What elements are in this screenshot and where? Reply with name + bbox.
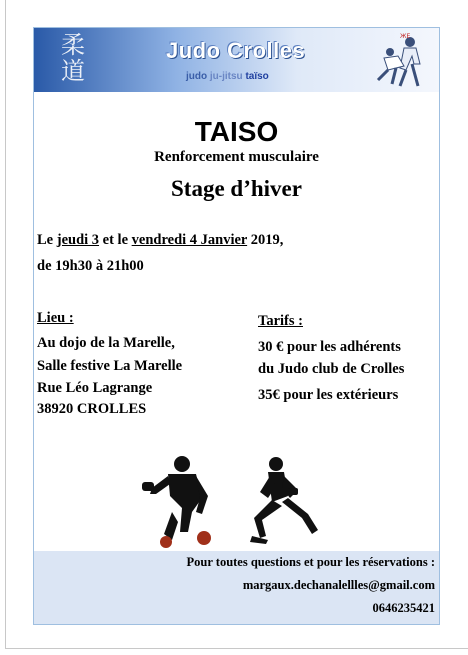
- woman-lunge-silhouette: [250, 457, 318, 544]
- event-dates: Le jeudi 3 et le vendredi 4 Janvier 2019,: [37, 232, 284, 248]
- lieu-line: Rue Léo Lagrange: [37, 380, 153, 396]
- event-name: Stage d’hiver: [171, 176, 302, 201]
- discipline-jujitsu: ju-jitsu: [209, 71, 243, 82]
- page-bottom-edge: [5, 648, 468, 649]
- lieu-line: Salle festive La Marelle: [37, 358, 183, 374]
- discipline-taiso: taïso: [245, 71, 269, 82]
- judo-kanji-logo: 柔 道: [61, 31, 85, 85]
- tarif-line: du Judo club de Crolles: [258, 361, 405, 377]
- page-left-edge: [5, 0, 6, 648]
- page-title: TAISO: [194, 116, 279, 147]
- date-day2: vendredi 4 Janvier: [131, 232, 248, 248]
- contact-section: [34, 551, 439, 624]
- event-hours: de 19h30 à 21h00: [37, 258, 144, 274]
- contact-email[interactable]: margaux.dechanalellles@gmail.com: [242, 578, 435, 592]
- page-subtitle: Renforcement musculaire: [154, 149, 319, 165]
- lieu-line: Au dojo de la Marelle,: [37, 335, 175, 351]
- date-day1: jeudi 3: [56, 232, 100, 248]
- judoka-throw-illustration: [370, 30, 430, 90]
- lieu-line: 38920 CROLLES: [37, 401, 147, 417]
- tarif-line: 30 € pour les adhérents: [258, 339, 401, 355]
- tarifs-heading: Tarifs :: [258, 313, 303, 329]
- club-banner: [34, 28, 439, 92]
- flyer-page: [33, 27, 440, 625]
- tarif-line: 35€ pour les extérieurs: [258, 387, 399, 403]
- disciplines-tagline: [186, 71, 269, 82]
- contact-phone[interactable]: 0646235421: [372, 601, 435, 615]
- svg-text:ЖЕ: ЖЕ: [400, 33, 411, 40]
- man-dumbbell-silhouette: [142, 456, 211, 548]
- contact-intro: Pour toutes questions et pour les réservations :: [186, 555, 435, 569]
- discipline-judo: judo: [186, 71, 208, 82]
- exercise-silhouettes: [142, 452, 328, 548]
- lieu-heading: Lieu :: [37, 310, 74, 326]
- club-name: Judo Crolles: [166, 38, 306, 63]
